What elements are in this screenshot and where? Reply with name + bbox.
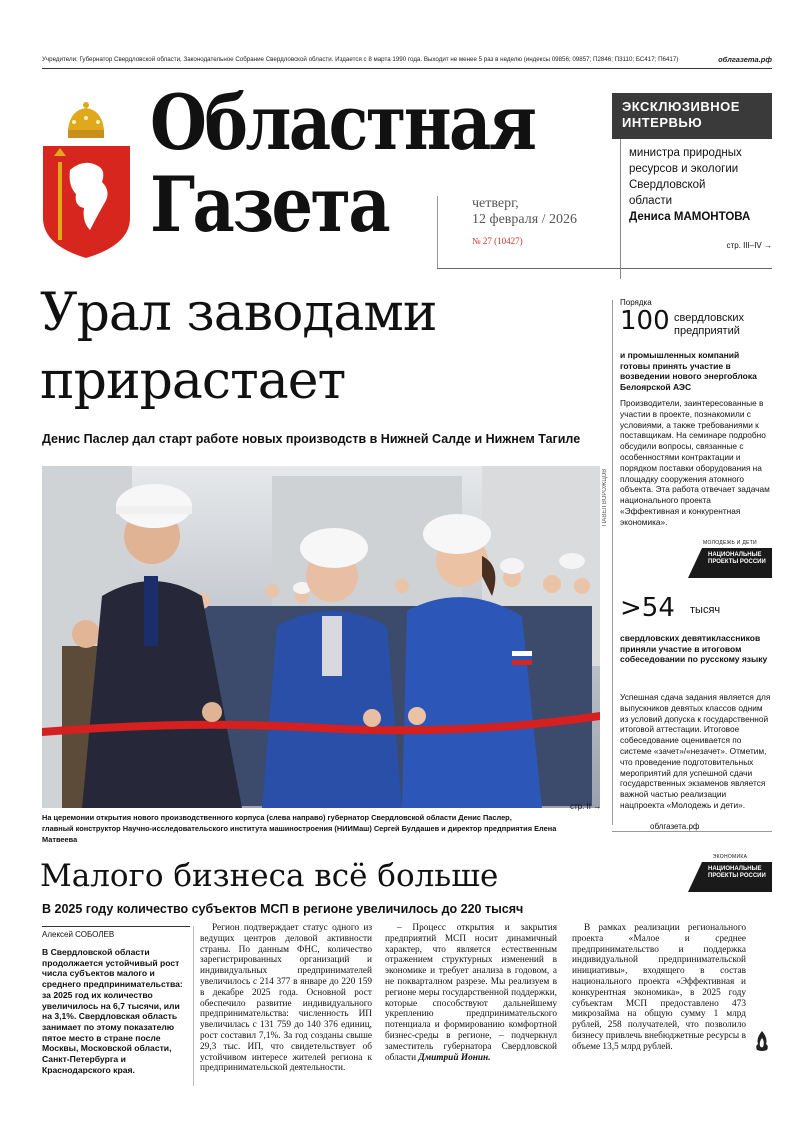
caption-line: На церемонии открытия нового производственного корпуса (слева направо) губернатор Свердловской области Денис Паслер, xyxy=(42,813,512,822)
caption-line: главный конструктор Научно-исследовательского института машиностроения (НИИМаш) Сергей Булдашев и директор предприятия Елена Матвеева xyxy=(42,824,557,844)
main-headline-line2: прирастает xyxy=(40,351,346,411)
main-headline-line1: Урал заводами xyxy=(40,283,437,343)
column-divider xyxy=(193,926,194,1086)
issue-number: № 27 (10427) xyxy=(472,236,523,246)
fact1-label: Порядка xyxy=(620,298,652,307)
article-lead: В Свердловской области продолжается устойчивый рост числа субъектов малого и среднего предпринимательства: за 2025 год их количество увеличилось на 6,7 тысячи, или на 3,1%. Свердловская область занимает по этому показателю пятое место в стране после Москвы, Московской области, Санкт-Петербурга и Краснодарского края. xyxy=(42,947,183,1075)
photo-credit: ПАВЕЛ ВОРОЖЦОВ xyxy=(602,468,608,526)
exclusive-line: области xyxy=(629,195,673,207)
second-headline: Малого бизнеса всё больше xyxy=(40,858,499,894)
exclusive-person: Дениса МАМОНТОВА xyxy=(629,211,751,223)
np-logo: НАЦИОНАЛЬНЫЕ ПРОЕКТЫ РОССИИ xyxy=(688,548,772,578)
coat-of-arms-icon xyxy=(40,100,135,260)
fact1-number: 100 xyxy=(620,306,670,336)
issue-date: 12 февраля / 2026 xyxy=(472,212,578,227)
article-column-3: В рамках реализации регионального проекта «Малое и среднее предпринимательство и поддержка индивидуальной предпринимательской инициативы», входящего в состав национального проекта «Эффективная и конкурентная экономика», в 2025 году субъектам МСП предоставлено 473 микрозайма на общую сумму 1 млрд рублей, 258 получателей, что позволило бизнесу привлечь внебюджетные ресурсы в объеме 13,5 млрд рублей. xyxy=(572,923,746,1052)
exclusive-line: министра природных xyxy=(629,147,742,159)
national-projects-badge-economy xyxy=(688,854,772,892)
article-column-2 xyxy=(385,923,557,1063)
fact1-unit: свердловских предприятий xyxy=(674,312,744,337)
founders-line xyxy=(42,56,772,64)
article-column-1: Регион подтверждает статус одного из ведущих центров деловой активности страны. По данным ФНС, количество зарегистрированных организаций и индивидуальных предпринимателей увеличилось с 214 377 в январе до 220 159 в декабре 2025 года. Основной рост обеспечило развитие индивидуального предпринимательства: численность ИП увеличилась с 131 759 до 140 376 единиц, рост составил 7,1%. За год созданы свыше 29,3 тыс. ИП, что свидетельствует об устойчивом интересе жителей региона к предпринимательской деятельности. xyxy=(200,923,372,1074)
author-divider xyxy=(42,926,190,927)
site-link[interactable]: облгазета.рф xyxy=(718,56,772,64)
top-divider xyxy=(42,68,772,69)
np-logo: НАЦИОНАЛЬНЫЕ ПРОЕКТЫ РОССИИ xyxy=(688,862,772,892)
exclusive-line: ресурсов и экологии xyxy=(629,163,739,175)
sidebar-bottom-divider xyxy=(612,831,772,832)
sidebar-divider xyxy=(612,300,613,825)
sidebar-site-link[interactable]: облгазета.рф xyxy=(650,822,700,831)
fact2-text: Успешная сдача задания является для выпускников девятых классов одним из условий допуска к государственной итоговой аттестации. Итоговое собеседование оценивается по системе «зачет»/«незачет». Отметим, что проведение подготовительных мероприятий для успешной сдачи государственных экзаменов является важной частью реализации нацпроекта «Молодежь и дети». xyxy=(620,692,771,810)
quoted-person: Дмитрий Ионин. xyxy=(418,1052,491,1063)
column-2-text: – Процесс открытия и закрытия предприятий МСП носит динамичный характер, что является естественным отражением структурных изменений в экономике и требует анализа в годовом, а не покварталном разрезе. Мы реализуем в регионе меры государственной поддержки, которые способствуют дальнейшему укреплению предпринимательского потенциала и формированию комфортной бизнес-среды в регионе, – подчеркнул заместитель губернатора Свердловской области xyxy=(385,923,557,1063)
np-category: МОЛОДЕЖЬ И ДЕТИ xyxy=(703,540,757,546)
np-category: ЭКОНОМИКА xyxy=(712,854,748,860)
weekday: четверг, xyxy=(472,196,519,211)
exclusive-interview-teaser[interactable] xyxy=(612,93,772,279)
fact2-unit: тысяч xyxy=(690,604,721,616)
article-author: Алексей СОБОЛЕВ xyxy=(42,930,115,939)
masthead-title-line2: Газета xyxy=(150,160,389,249)
exclusive-page-ref[interactable]: стр. III–IV → xyxy=(726,241,772,250)
masthead-title-line1: Областная xyxy=(150,78,535,167)
end-mark-icon xyxy=(753,1030,771,1052)
second-subheadline: В 2025 году количество субъектов МСП в регионе увеличилось до 220 тысяч xyxy=(42,902,524,916)
national-projects-badge-youth xyxy=(688,540,772,578)
exclusive-line: Свердловской xyxy=(629,179,706,191)
photo-caption xyxy=(42,812,562,845)
exclusive-label: ЭКСКЛЮЗИВНОЕ ИНТЕРВЬЮ xyxy=(612,93,772,139)
fact2-highlight: свердловских девятиклассников приняли участие в итоговом собеседовании по русскому языку xyxy=(620,633,768,664)
main-subheadline: Денис Паслер дал старт работе новых производств в Нижней Салде и Нижнем Тагиле xyxy=(42,432,581,446)
exclusive-body xyxy=(620,139,772,279)
fact2-number: >54 xyxy=(620,593,675,623)
fact1-highlight: и промышленных компаний готовы принять участие в возведении нового энергоблока Белоярской АЭС xyxy=(620,350,757,392)
ribbon-cutting-photo xyxy=(42,466,600,808)
main-article-page-ref[interactable]: стр. II → xyxy=(570,802,602,811)
issue-date-box xyxy=(437,196,597,268)
fact1-text: Производители, заинтересованные в участии в проекте, познакомили с условиями, а также требованиями к поставщикам. На семинаре подробно обсудили вопросы, связанные с особенностями контрактации и порядком поставки оборудования на площадку сооружения атомного объекта. Эта работа отвечает задачам национального проекта «Эффективная и конкурентная экономика». xyxy=(620,398,770,527)
founders-text: Учредители: Губернатор Свердловской области, Законодательное Собрание Свердловской области. Издается с 8 марта 1990 года. Выходит не менее 5 раз в неделю (индексы 09856; 09857; П2846; П3110; БС417; П6417) xyxy=(42,56,679,63)
